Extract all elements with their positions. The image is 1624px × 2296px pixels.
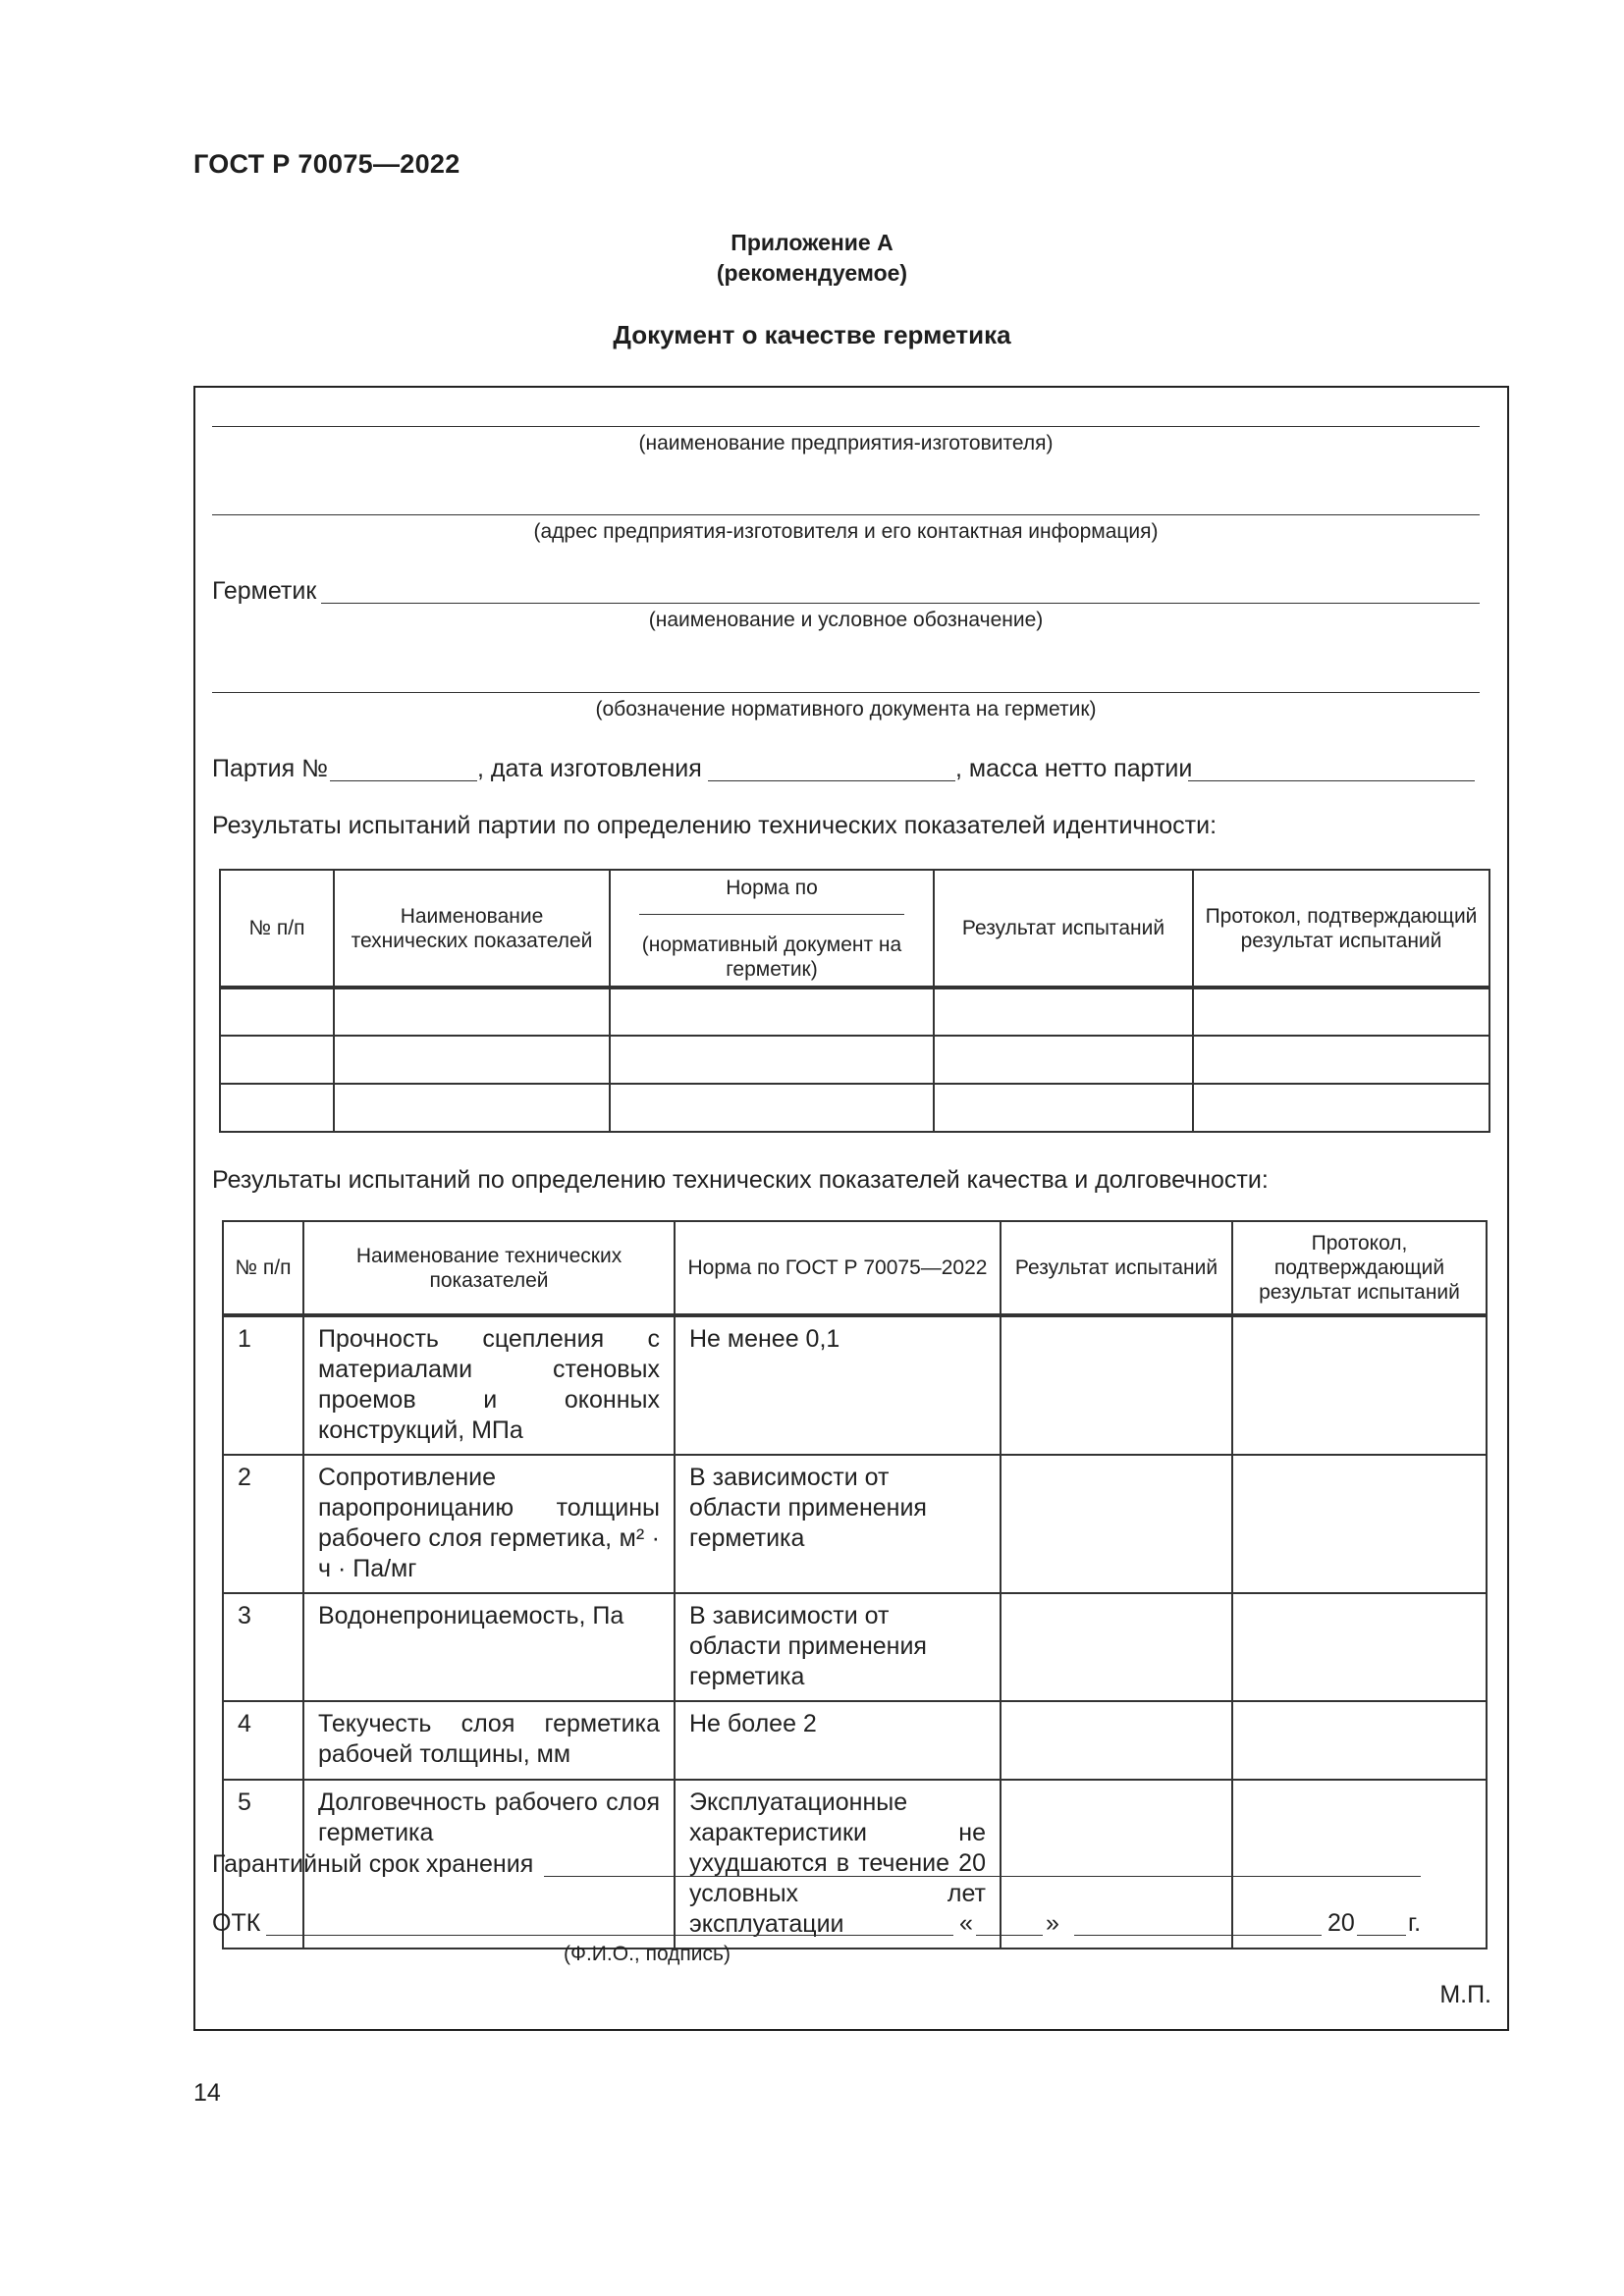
col-name-header: Наименование технических показателей [334, 870, 610, 988]
quote-close: » [1046, 1909, 1059, 1937]
empty-cell[interactable] [610, 988, 934, 1036]
day-field[interactable] [976, 1935, 1043, 1936]
manufacture-date-field[interactable] [708, 780, 955, 781]
warranty-label: Гарантийный срок хранения [212, 1850, 534, 1878]
protocol-cell[interactable] [1232, 1701, 1487, 1780]
empty-cell[interactable] [1193, 1084, 1489, 1132]
batch-number-field[interactable] [330, 780, 477, 781]
table-header-row [220, 870, 1489, 988]
table-row [220, 1084, 1489, 1132]
norm-value: Эксплуатационные характеристики не ухудшаются в течение 20 условных лет эксплуатации [675, 1780, 1001, 1949]
empty-cell[interactable] [220, 988, 334, 1036]
norm-value: Не более 2 [675, 1701, 1001, 1780]
norm-header-top: Норма по [726, 876, 818, 899]
col-number-header: № п/п [220, 870, 334, 988]
protocol-cell[interactable] [1232, 1780, 1487, 1949]
row-number: 5 [223, 1780, 303, 1949]
col-norm-header: Норма по ГОСТ Р 70075—2022 [675, 1221, 1001, 1315]
page-number: 14 [193, 2079, 221, 2107]
quality-test-table [222, 1220, 1488, 1949]
net-mass-field[interactable] [1188, 780, 1475, 781]
sealant-label: Герметик [212, 577, 317, 605]
quote-open: « [959, 1909, 973, 1937]
col-name-header: Наименование технических показателей [303, 1221, 675, 1315]
year-suffix: г. [1408, 1909, 1422, 1937]
annex-title: Приложение А [731, 230, 893, 255]
empty-cell[interactable] [220, 1084, 334, 1132]
empty-cell[interactable] [934, 1084, 1193, 1132]
norm-value: В зависимости от области применения герметика [675, 1455, 1001, 1593]
table-row [223, 1701, 1487, 1780]
result-cell[interactable] [1001, 1315, 1232, 1455]
stamp-place: М.П. [1439, 1981, 1491, 2008]
sealant-name-field[interactable] [321, 603, 1480, 604]
mass-label: , масса нетто партии [955, 755, 1193, 782]
otk-signature-field[interactable] [266, 1935, 953, 1936]
col-result-header: Результат испытаний [934, 870, 1193, 988]
empty-cell[interactable] [1193, 1036, 1489, 1084]
result-cell[interactable] [1001, 1701, 1232, 1780]
col-protocol-header: Протокол, подтверждающий результат испытаний [1193, 870, 1489, 988]
batch-label: Партия № [212, 755, 328, 782]
table-row [223, 1455, 1487, 1593]
normdoc-caption: (обозначение нормативного документа на герметик) [595, 698, 1097, 721]
norm-header-bottom: (нормативный документ на герметик) [641, 933, 902, 981]
row-number: 4 [223, 1701, 303, 1780]
protocol-cell[interactable] [1232, 1315, 1487, 1455]
otk-label: ОТК [212, 1909, 261, 1937]
empty-cell[interactable] [334, 1084, 610, 1132]
col-result-header: Результат испытаний [1001, 1221, 1232, 1315]
col-number-header: № п/п [223, 1221, 303, 1315]
row-number: 3 [223, 1593, 303, 1701]
signature-caption: (Ф.И.О., подпись) [564, 1943, 731, 1965]
year-field[interactable] [1357, 1935, 1406, 1936]
norm-value: В зависимости от области применения герметика [675, 1593, 1001, 1701]
empty-cell[interactable] [334, 988, 610, 1036]
indicator-name: Прочность сцепления с материалами стеновых проемов и оконных конструкций, МПа [303, 1315, 675, 1455]
annex-status: (рекомендуемое) [716, 260, 908, 286]
annex-heading [0, 228, 1624, 289]
row-number: 2 [223, 1455, 303, 1593]
standard-code: ГОСТ Р 70075—2022 [193, 149, 460, 179]
protocol-cell[interactable] [1232, 1455, 1487, 1593]
document-title: Документ о качестве герметика [613, 320, 1011, 349]
date-label: , дата изготовления [477, 755, 702, 782]
empty-cell[interactable] [610, 1036, 934, 1084]
empty-cell[interactable] [1193, 988, 1489, 1036]
normdoc-field[interactable] [212, 692, 1480, 693]
address-caption: (адрес предприятия-изготовителя и его контактная информация) [533, 520, 1159, 543]
table-row [220, 988, 1489, 1036]
table-row [220, 1036, 1489, 1084]
section2-title: Результаты испытаний по определению технических показателей качества и долговечности: [212, 1166, 1269, 1194]
indicator-name: Долговечность рабочего слоя герметика [303, 1780, 675, 1949]
sealant-caption: (наименование и условное обозначение) [648, 609, 1044, 631]
month-field[interactable] [1074, 1935, 1322, 1936]
protocol-cell[interactable] [1232, 1593, 1487, 1701]
empty-cell[interactable] [934, 1036, 1193, 1084]
address-field[interactable] [212, 514, 1480, 515]
result-cell[interactable] [1001, 1780, 1232, 1949]
empty-cell[interactable] [334, 1036, 610, 1084]
indicator-name: Сопротивление паропроницанию толщины рабочего слоя герметика, м² · ч · Па/мг [303, 1455, 675, 1593]
result-cell[interactable] [1001, 1455, 1232, 1593]
indicator-name: Текучесть слоя герметика рабочей толщины, мм [303, 1701, 675, 1780]
manufacturer-caption: (наименование предприятия-изготовителя) [638, 432, 1054, 454]
col-norm-header [610, 870, 934, 988]
manufacturer-field[interactable] [212, 426, 1480, 427]
table-header-row [223, 1221, 1487, 1315]
table-row [223, 1593, 1487, 1701]
quality-document-form [193, 386, 1509, 2031]
section1-title: Результаты испытаний партии по определению технических показателей идентичности: [212, 812, 1218, 839]
norm-value: Не менее 0,1 [675, 1315, 1001, 1455]
empty-cell[interactable] [610, 1084, 934, 1132]
col-protocol-header: Протокол, подтверждающий результат испытаний [1232, 1221, 1487, 1315]
table-row [223, 1315, 1487, 1455]
row-number: 1 [223, 1315, 303, 1455]
warranty-period-field[interactable] [544, 1876, 1421, 1877]
norm-document-blank[interactable] [639, 914, 904, 915]
indicator-name: Водонепроницаемость, Па [303, 1593, 675, 1701]
result-cell[interactable] [1001, 1593, 1232, 1701]
year-prefix: 20 [1327, 1909, 1355, 1937]
empty-cell[interactable] [220, 1036, 334, 1084]
empty-cell[interactable] [934, 988, 1193, 1036]
identity-test-table [219, 869, 1490, 1133]
